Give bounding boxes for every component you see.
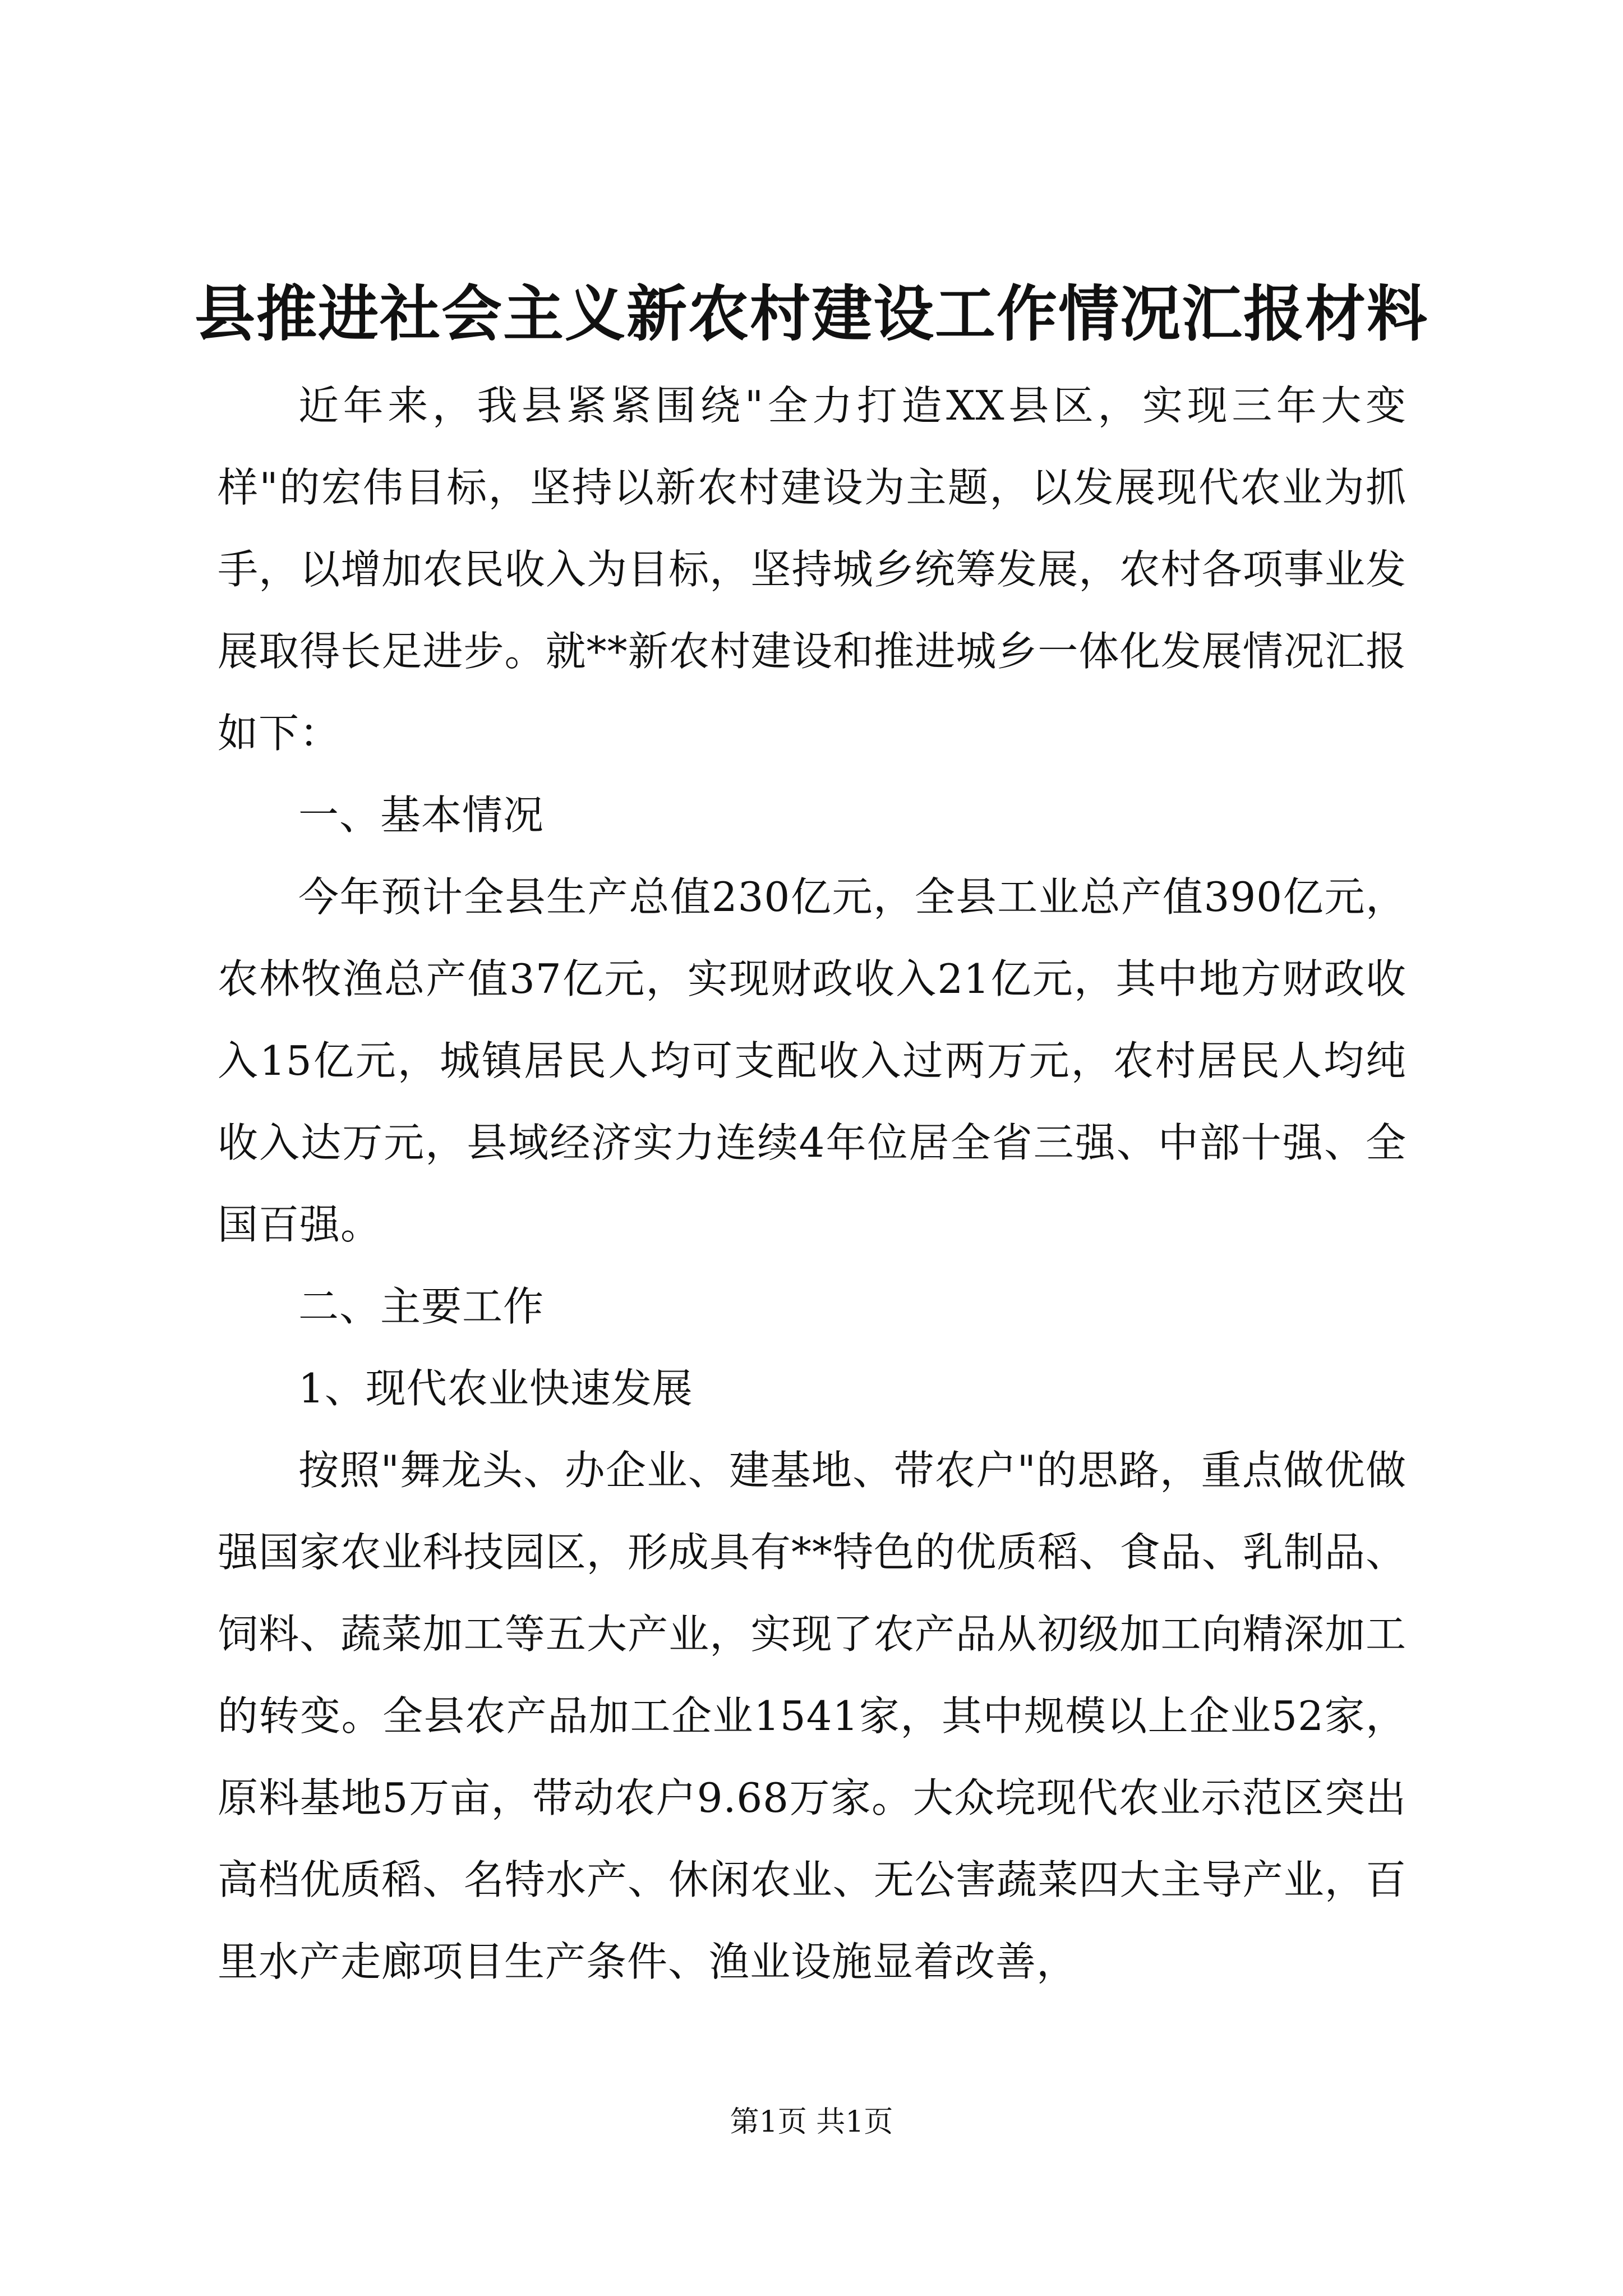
paragraph-intro: 近年来，我县紧紧围绕"全力打造XX县区，实现三年大变样"的宏伟目标，坚持以新农村建设为主题，以发展现代农业为抓手，以增加农民收入为目标，坚持城乡统筹发展，农村各项事业发展取得长足进步。就**新农村建设和推进城乡一体化发展情况汇报如下：	[218, 382, 1407, 757]
paragraph-basic-situation: 今年预计全县生产总值230亿元，全县工业总产值390亿元，农林牧渔总产值37亿元，实现财政收入21亿元，其中地方财政收入15亿元，城镇居民人均可支配收入过两万元，农村居民人均纯收入达万元，县域经济实力连续4年位居全省三强、中部十强、全国百强。	[218, 873, 1407, 1248]
paragraph-modern-agriculture: 按照"舞龙头、办企业、建基地、带农户"的思路，重点做优做强国家农业科技园区，形成具有**特色的优质稻、食品、乳制品、饲料、蔬菜加工等五大产业，实现了农产品从初级加工向精深加工的转变。全县农产品加工企业1541家，其中规模以上企业52家，原料基地5万亩，带动农户9.68万家。大众垸现代农业示范区突出高档优质稻、名特水产、休闲农业、无公害蔬菜四大主导产业，百里水产走廊项目生产条件、渔业设施显着改善，	[218, 1447, 1407, 1985]
subsection-heading-modern-agriculture: 1、现代农业快速发展	[298, 1365, 693, 1412]
section-heading-basic-situation: 一、基本情况	[298, 792, 545, 839]
document-body	[218, 365, 1407, 2003]
page-footer: 第1页 共1页	[730, 2105, 893, 2139]
section-heading-main-work: 二、主要工作	[298, 1283, 545, 1330]
document-title: 县推进社会主义新农村建设工作情况汇报材料	[194, 279, 1428, 349]
